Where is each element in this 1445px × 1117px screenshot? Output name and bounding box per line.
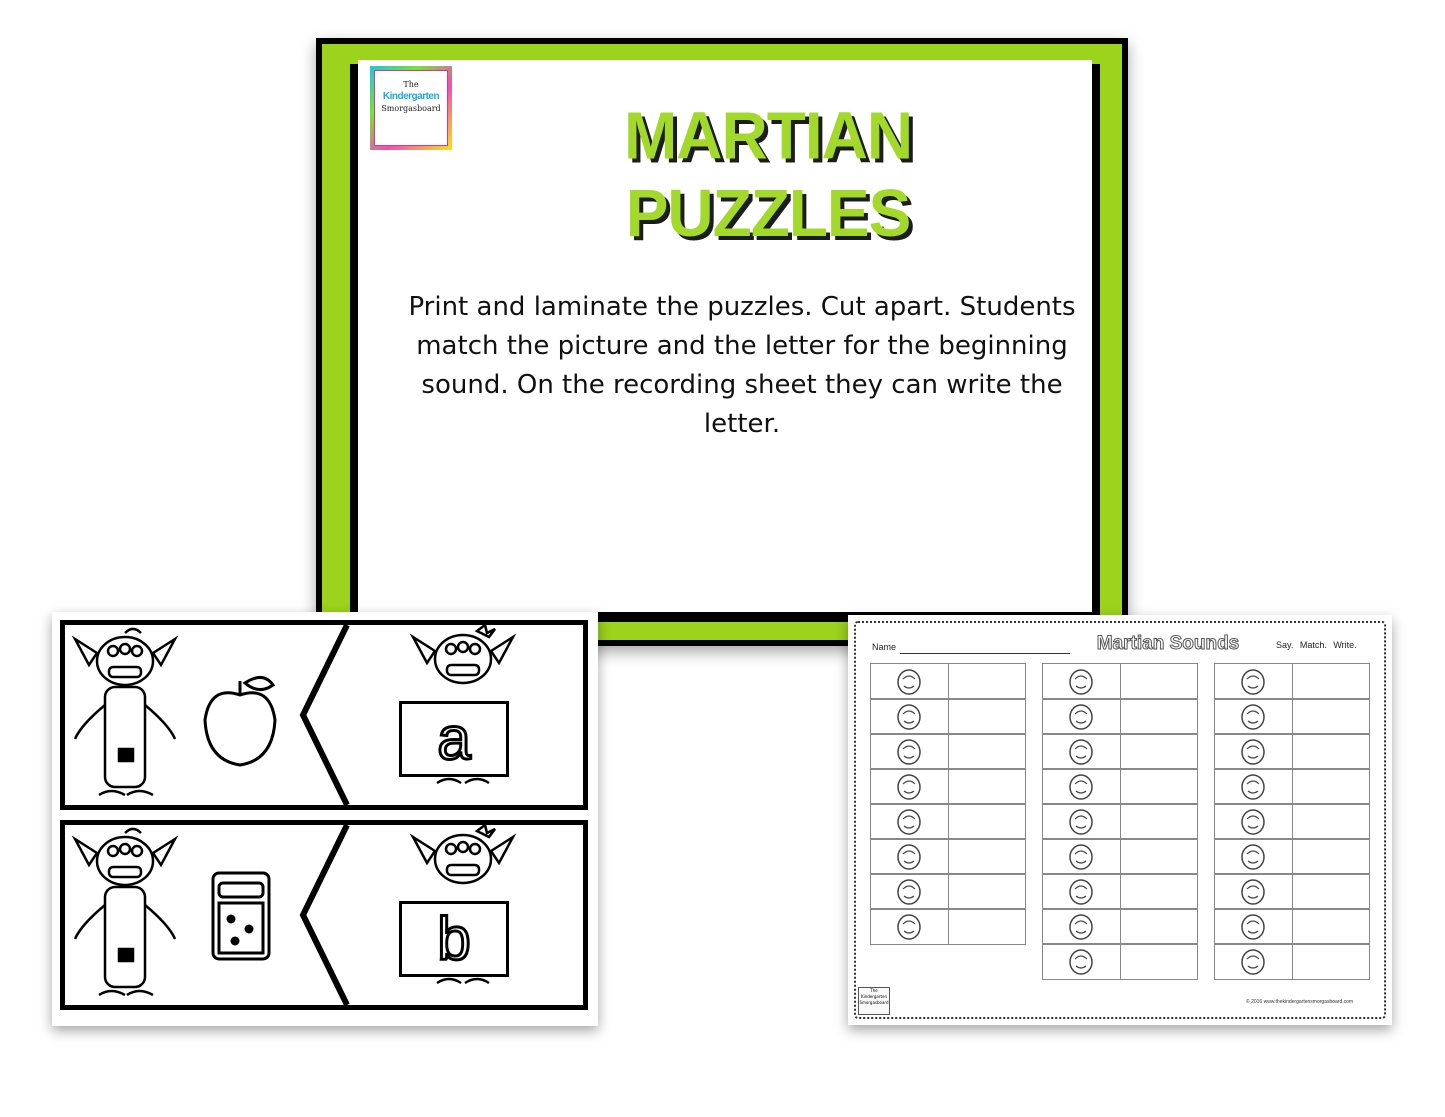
write-cell[interactable]	[1293, 874, 1371, 909]
card-content	[358, 60, 1092, 612]
write-cell[interactable]	[1121, 769, 1199, 804]
sheet-row	[870, 908, 1026, 945]
bed-icon	[213, 873, 269, 959]
sun-icon	[1237, 877, 1269, 907]
picture-cell	[871, 874, 949, 909]
write-cell[interactable]	[1293, 664, 1371, 699]
rainbow-icon	[893, 842, 925, 872]
write-cell[interactable]	[1121, 699, 1199, 734]
umbrella-icon	[1065, 737, 1097, 767]
write-cell[interactable]	[1293, 769, 1371, 804]
picture-cell	[1043, 909, 1121, 944]
write-cell[interactable]	[1293, 734, 1371, 769]
picture-cell	[1043, 874, 1121, 909]
sheet-row	[870, 803, 1026, 840]
picture-cell	[871, 769, 949, 804]
sheet-row	[1042, 838, 1198, 875]
picture-cell	[1043, 804, 1121, 839]
puzzle-cut-line	[303, 825, 347, 1005]
picture-cell	[1043, 734, 1121, 769]
picture-cell	[1043, 769, 1121, 804]
write-cell[interactable]	[949, 909, 1027, 944]
picture-cell	[1215, 699, 1293, 734]
sheet-row	[1214, 698, 1370, 735]
picture-cell	[1215, 804, 1293, 839]
puzzle-strip	[60, 820, 588, 1010]
pizza-icon	[1237, 772, 1269, 802]
wagon-icon	[1065, 912, 1097, 942]
sheet-row	[1214, 803, 1370, 840]
sheet-row	[1214, 663, 1370, 700]
mummy-icon	[1065, 877, 1097, 907]
picture-cell	[1043, 944, 1121, 979]
lion-icon	[1237, 807, 1269, 837]
queen-icon	[893, 737, 925, 767]
write-cell[interactable]	[949, 839, 1027, 874]
nose-icon	[893, 807, 925, 837]
fish-icon	[1065, 667, 1097, 697]
sheet-row	[1214, 838, 1370, 875]
write-cell[interactable]	[1293, 699, 1371, 734]
write-cell[interactable]	[1121, 734, 1199, 769]
sheet-row	[1214, 943, 1370, 980]
picture-cell	[871, 699, 949, 734]
sheet-row	[870, 873, 1026, 910]
name-label: Name	[872, 642, 897, 652]
write-cell[interactable]	[1293, 839, 1371, 874]
footer-logo: The Kindergarten Smorgasboard	[858, 987, 890, 1015]
letter-card: a	[399, 701, 509, 777]
write-cell[interactable]	[949, 664, 1027, 699]
letter-card: b	[399, 901, 509, 977]
sheet-row	[870, 663, 1026, 700]
yak-icon	[1065, 842, 1097, 872]
donut-icon	[1065, 947, 1097, 977]
sheet-row	[1042, 768, 1198, 805]
write-cell[interactable]	[949, 874, 1027, 909]
logo-line-1: The	[403, 80, 419, 89]
picture-cell	[871, 804, 949, 839]
sheet-row	[1214, 873, 1370, 910]
sheet-row	[1042, 943, 1198, 980]
puzzle-strip	[60, 620, 588, 810]
volcano-icon	[893, 912, 925, 942]
monkey-icon	[1065, 702, 1097, 732]
write-cell[interactable]	[1293, 804, 1371, 839]
sheet-row	[1042, 873, 1198, 910]
write-cell[interactable]	[949, 804, 1027, 839]
write-cell[interactable]	[949, 769, 1027, 804]
write-cell[interactable]	[1121, 944, 1199, 979]
sheet-row	[1214, 733, 1370, 770]
picture-cell	[1215, 874, 1293, 909]
sheet-row	[1042, 803, 1198, 840]
picture-cell	[871, 909, 949, 944]
elephant-icon	[1237, 912, 1269, 942]
sheet-row	[1042, 908, 1198, 945]
sheet-row	[1042, 698, 1198, 735]
alien-icon	[75, 629, 175, 795]
write-cell[interactable]	[1121, 839, 1199, 874]
octopus-icon	[1237, 702, 1269, 732]
sheet-row	[870, 733, 1026, 770]
picture-cell	[1043, 664, 1121, 699]
picture-cell	[1215, 839, 1293, 874]
write-cell[interactable]	[1121, 874, 1199, 909]
puzzle-preview	[52, 612, 598, 1026]
apple-icon	[205, 677, 275, 765]
picture-cell	[1215, 664, 1293, 699]
picture-cell	[871, 664, 949, 699]
apple-icon	[1065, 772, 1097, 802]
sheet-footer: © 2016 www.thekindergartensmorgasboard.com	[1246, 999, 1354, 1005]
brand-logo	[370, 66, 452, 150]
logo-line-3: Smorgasboard	[381, 104, 441, 113]
sheet-title: Martian Sounds	[1096, 633, 1240, 654]
zipper-icon	[1237, 842, 1269, 872]
sheet-column-2	[1042, 663, 1198, 979]
picture-cell	[1215, 909, 1293, 944]
sheet-subtitle: Say. Match. Write.	[1276, 640, 1357, 650]
write-cell[interactable]	[949, 734, 1027, 769]
key-icon	[1237, 737, 1269, 767]
sheet-row	[1214, 768, 1370, 805]
logo-line-2: Kindergarten	[382, 91, 440, 102]
hamburger-icon	[893, 877, 925, 907]
ghost-icon	[893, 667, 925, 697]
picture-cell	[1043, 839, 1121, 874]
picture-cell	[871, 734, 949, 769]
sheet-row	[1042, 663, 1198, 700]
sheet-row	[1042, 733, 1198, 770]
sheet-column-1	[870, 663, 1026, 979]
jellyfish-icon	[893, 702, 925, 732]
underwear-icon	[1065, 807, 1097, 837]
picture-cell	[1215, 769, 1293, 804]
instruction-card	[316, 38, 1128, 646]
write-cell[interactable]	[1293, 909, 1371, 944]
write-cell[interactable]	[949, 699, 1027, 734]
sheet-row	[870, 698, 1026, 735]
sheet-row	[1214, 908, 1370, 945]
write-cell[interactable]	[1293, 944, 1371, 979]
sheet-row	[870, 768, 1026, 805]
puzzle-cut-line	[303, 625, 347, 805]
name-line	[900, 653, 1070, 654]
write-cell[interactable]	[1121, 664, 1199, 699]
write-cell[interactable]	[1121, 804, 1199, 839]
carrot-icon	[1237, 667, 1269, 697]
picture-cell	[1215, 944, 1293, 979]
alien-icon	[75, 829, 175, 995]
recording-sheet	[848, 615, 1392, 1025]
card-green-frame	[322, 44, 1122, 640]
picture-cell	[1215, 734, 1293, 769]
page-title: MARTIAN PUZZLES	[623, 97, 913, 251]
write-cell[interactable]	[1121, 909, 1199, 944]
instructions-text: Print and laminate the puzzles. Cut apart. Students match the picture and the letter for the beginning sound. On the recording sheet they can write the letter.	[408, 292, 1076, 439]
sheet-row	[870, 838, 1026, 875]
picture-cell	[1043, 699, 1121, 734]
bed-icon	[893, 772, 925, 802]
picture-cell	[871, 839, 949, 874]
taco-icon	[1237, 947, 1269, 977]
sheet-column-3	[1214, 663, 1370, 979]
